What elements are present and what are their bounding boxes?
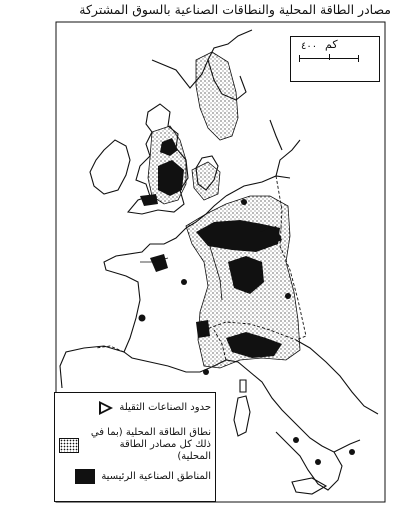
scale-unit: كم <box>325 38 338 51</box>
map-title: مصادر الطاقة المحلية والنطاقات الصناعية بالسوق المشتركة <box>79 2 391 17</box>
legend-row-dotted <box>55 427 215 463</box>
legend <box>54 392 216 502</box>
industry-point-lyon <box>181 279 187 285</box>
corsica-outline <box>240 380 246 392</box>
energy-zone-lowcountries <box>192 162 220 200</box>
black-fill-icon <box>75 469 95 484</box>
sardinia-outline <box>234 396 250 436</box>
energy-zone-north-sea <box>196 52 238 140</box>
industry-point-rome <box>293 437 299 443</box>
scale-bar-midtick <box>329 54 330 60</box>
baltic-coast <box>226 120 300 196</box>
legend-label-dotted: نطاق الطاقة المحلية (بما في ذلك كل مصادر الطاقة المحلية) <box>90 427 211 462</box>
industry-point-munich <box>285 293 291 299</box>
industry-wales <box>140 194 158 206</box>
legend-row-black <box>55 469 215 484</box>
industry-point-bordeaux <box>139 315 146 322</box>
legend-label-edge: حدود الصناعات الثقيلة <box>119 402 211 413</box>
industry-rhone <box>196 320 210 338</box>
edge-triangle-icon <box>99 401 113 415</box>
iberia-outline <box>60 346 124 388</box>
scale-value: ٤٠٠ <box>301 41 318 52</box>
ireland-outline <box>90 140 130 194</box>
energy-zones <box>148 52 300 368</box>
industry-point-hamburg <box>241 199 247 205</box>
legend-row-edge <box>55 401 215 415</box>
dotted-pattern-icon <box>59 438 79 453</box>
industry-point-marseille <box>203 369 209 375</box>
industry-paris <box>150 254 168 272</box>
adriatic-coast <box>296 340 378 414</box>
industry-point-taranto <box>349 449 355 455</box>
scale-box <box>290 36 380 82</box>
industry-point-naples <box>315 459 321 465</box>
legend-label-black: المناطق الصناعية الرئيسية <box>101 470 211 482</box>
